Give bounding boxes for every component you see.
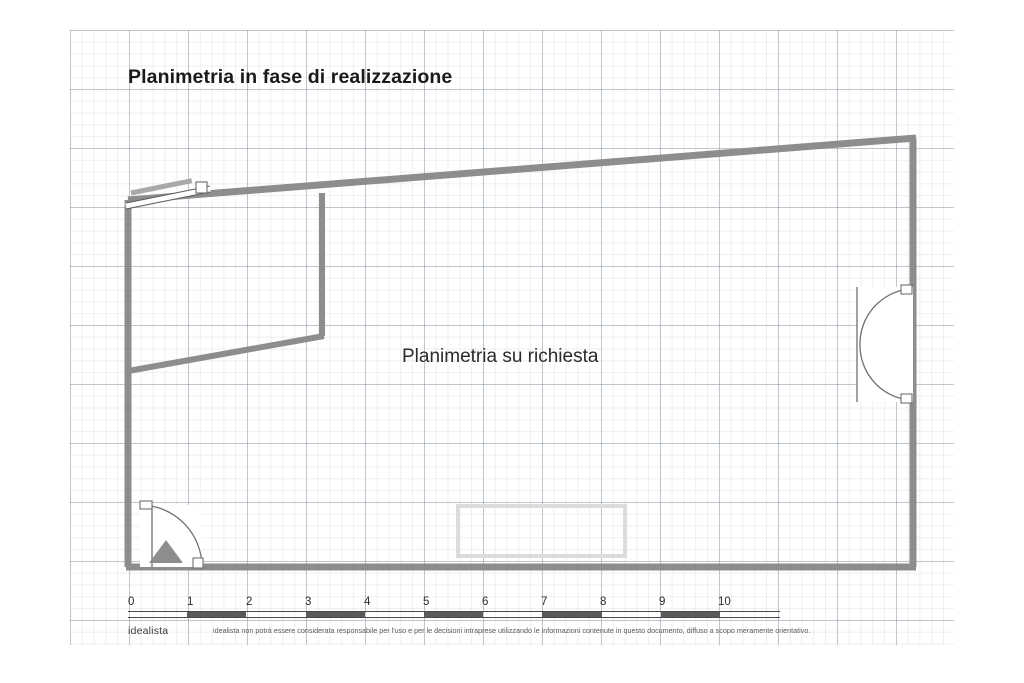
scale-tick-7: 7 [541,596,548,608]
interior-partition-wall [128,193,324,371]
scale-tick-6: 6 [482,596,489,608]
scale-tick-8: 8 [600,596,607,608]
scale-tick-0: 0 [128,596,135,608]
page-title: Planimetria in fase di realizzazione [128,66,453,88]
scale-bar-segment [187,612,246,617]
scale-tick-1: 1 [187,596,194,608]
legal-disclaimer: idealista non potrà essere considerata responsabile per l'uso e per le decisioni intraprese utilizzando le informazioni contenute in questo documento, diffuso a scopo meramente orientativo. [213,626,811,635]
scale-tick-4: 4 [364,596,371,608]
scale-tick-5: 5 [423,596,430,608]
scale-bar-segment [424,612,483,617]
scale-bar-segment [306,612,365,617]
scale-tick-10: 10 [718,596,731,608]
scale-bar-track [128,611,780,618]
scale-bar [128,596,780,618]
scale-bar-segment [542,612,601,617]
brand-logo-text: idealista [128,625,169,637]
scale-tick-9: 9 [659,596,666,608]
double-door-swing-right [857,285,913,403]
scale-tick-3: 3 [305,596,312,608]
dashed-outline-bottom [458,506,625,556]
plan-center-note: Planimetria su richiesta [402,346,599,367]
scale-bar-segment [661,612,720,617]
scale-tick-2: 2 [246,596,253,608]
footer [70,625,954,645]
scale-bar-ticks [128,596,780,610]
door-swing-bottom-left [140,501,203,568]
